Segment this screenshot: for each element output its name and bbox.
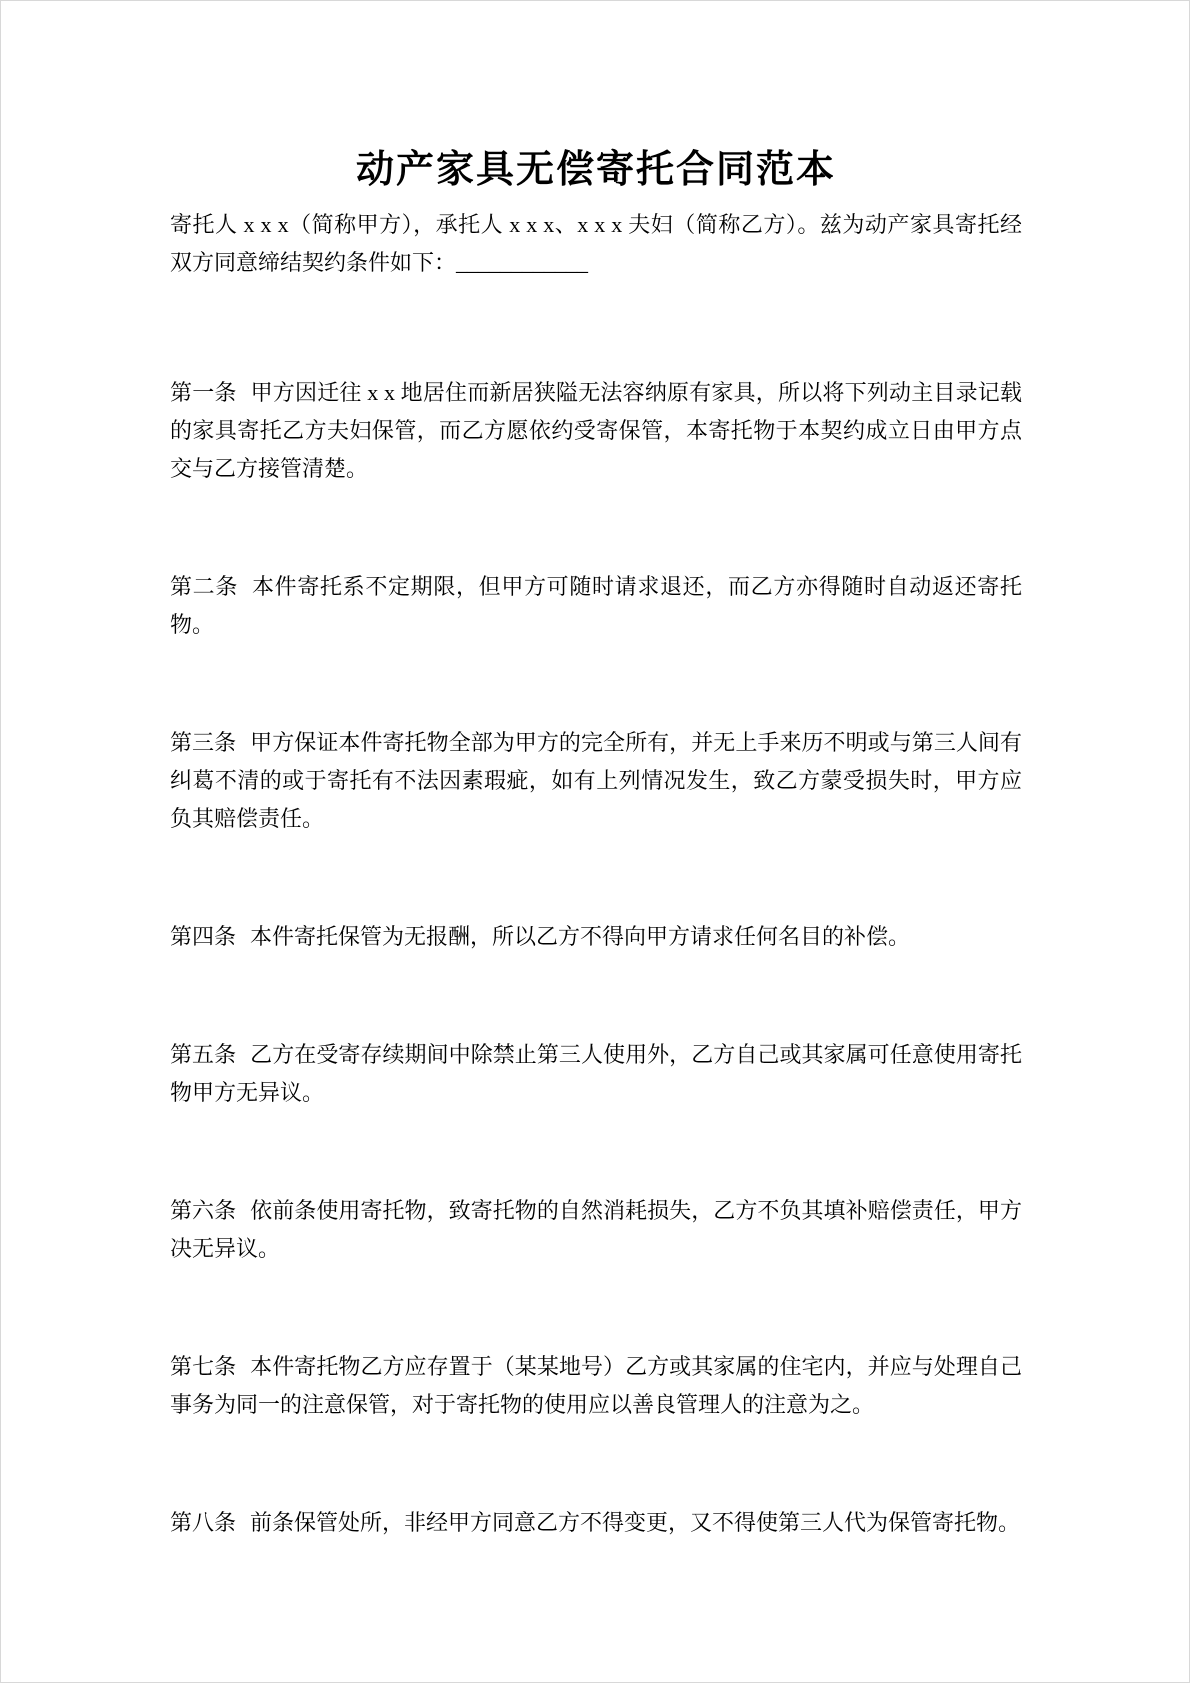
article-3-number: 第三条 — [170, 730, 237, 755]
article-5-number: 第五条 — [170, 1042, 237, 1067]
article-7-number: 第七条 — [170, 1354, 237, 1379]
article-1 — [170, 374, 1022, 488]
article-2-number: 第二条 — [170, 574, 238, 599]
article-1-text: 甲方因迁往 x x 地居住而新居狭隘无法容纳原有家具，所以将下列动主目录记载的家具寄托乙方夫妇保管，而乙方愿依约受寄保管，本寄托物于本契约成立日由甲方点交与乙方接管清楚。 — [170, 380, 1022, 481]
article-1-number: 第一条 — [170, 380, 237, 405]
document-title: 动产家具无偿寄托合同范本 — [355, 149, 836, 191]
article-7-text: 本件寄托物乙方应存置于（某某地号）乙方或其家属的住宅内，并应与处理自己事务为同一的注意保管，对于寄托物的使用应以善良管理人的注意为之。 — [170, 1354, 1022, 1417]
article-3-text: 甲方保证本件寄托物全部为甲方的完全所有，并无上手来历不明或与第三人间有纠葛不清的或于寄托有不法因素瑕疵，如有上列情况发生，致乙方蒙受损失时，甲方应负其赔偿责任。 — [170, 730, 1022, 831]
article-2-text: 本件寄托系不定期限，但甲方可随时请求退还，而乙方亦得随时自动返还寄托物。 — [170, 574, 1022, 637]
fill-in-blank-line: ____________ — [456, 250, 589, 275]
article-5 — [170, 1036, 1022, 1112]
intro-paragraph — [170, 206, 1022, 282]
article-8-text: 前条保管处所，非经甲方同意乙方不得变更，又不得使第三人代为保管寄托物。 — [250, 1510, 1021, 1535]
article-6 — [170, 1192, 1022, 1268]
article-6-text: 依前条使用寄托物，致寄托物的自然消耗损失，乙方不负其填补赔偿责任，甲方决无异议。 — [170, 1198, 1022, 1261]
intro-text: 寄托人 x x x（简称甲方），承托人 x x x、x x x 夫妇（简称乙方）。兹为动产家具寄托经双方同意缔结契约条件如下： — [170, 212, 1022, 275]
article-7 — [170, 1348, 1022, 1424]
article-5-text: 乙方在受寄存续期间中除禁止第三人使用外，乙方自己或其家属可任意使用寄托物甲方无异议。 — [170, 1042, 1022, 1105]
article-2 — [170, 568, 1022, 644]
article-4-text: 本件寄托保管为无报酬，所以乙方不得向甲方请求任何名目的补偿。 — [250, 924, 911, 949]
article-6-number: 第六条 — [170, 1198, 237, 1223]
article-4-number: 第四条 — [170, 924, 237, 949]
article-3 — [170, 724, 1022, 838]
article-8 — [170, 1504, 1022, 1542]
article-4 — [170, 918, 1022, 956]
article-8-number: 第八条 — [170, 1510, 237, 1535]
